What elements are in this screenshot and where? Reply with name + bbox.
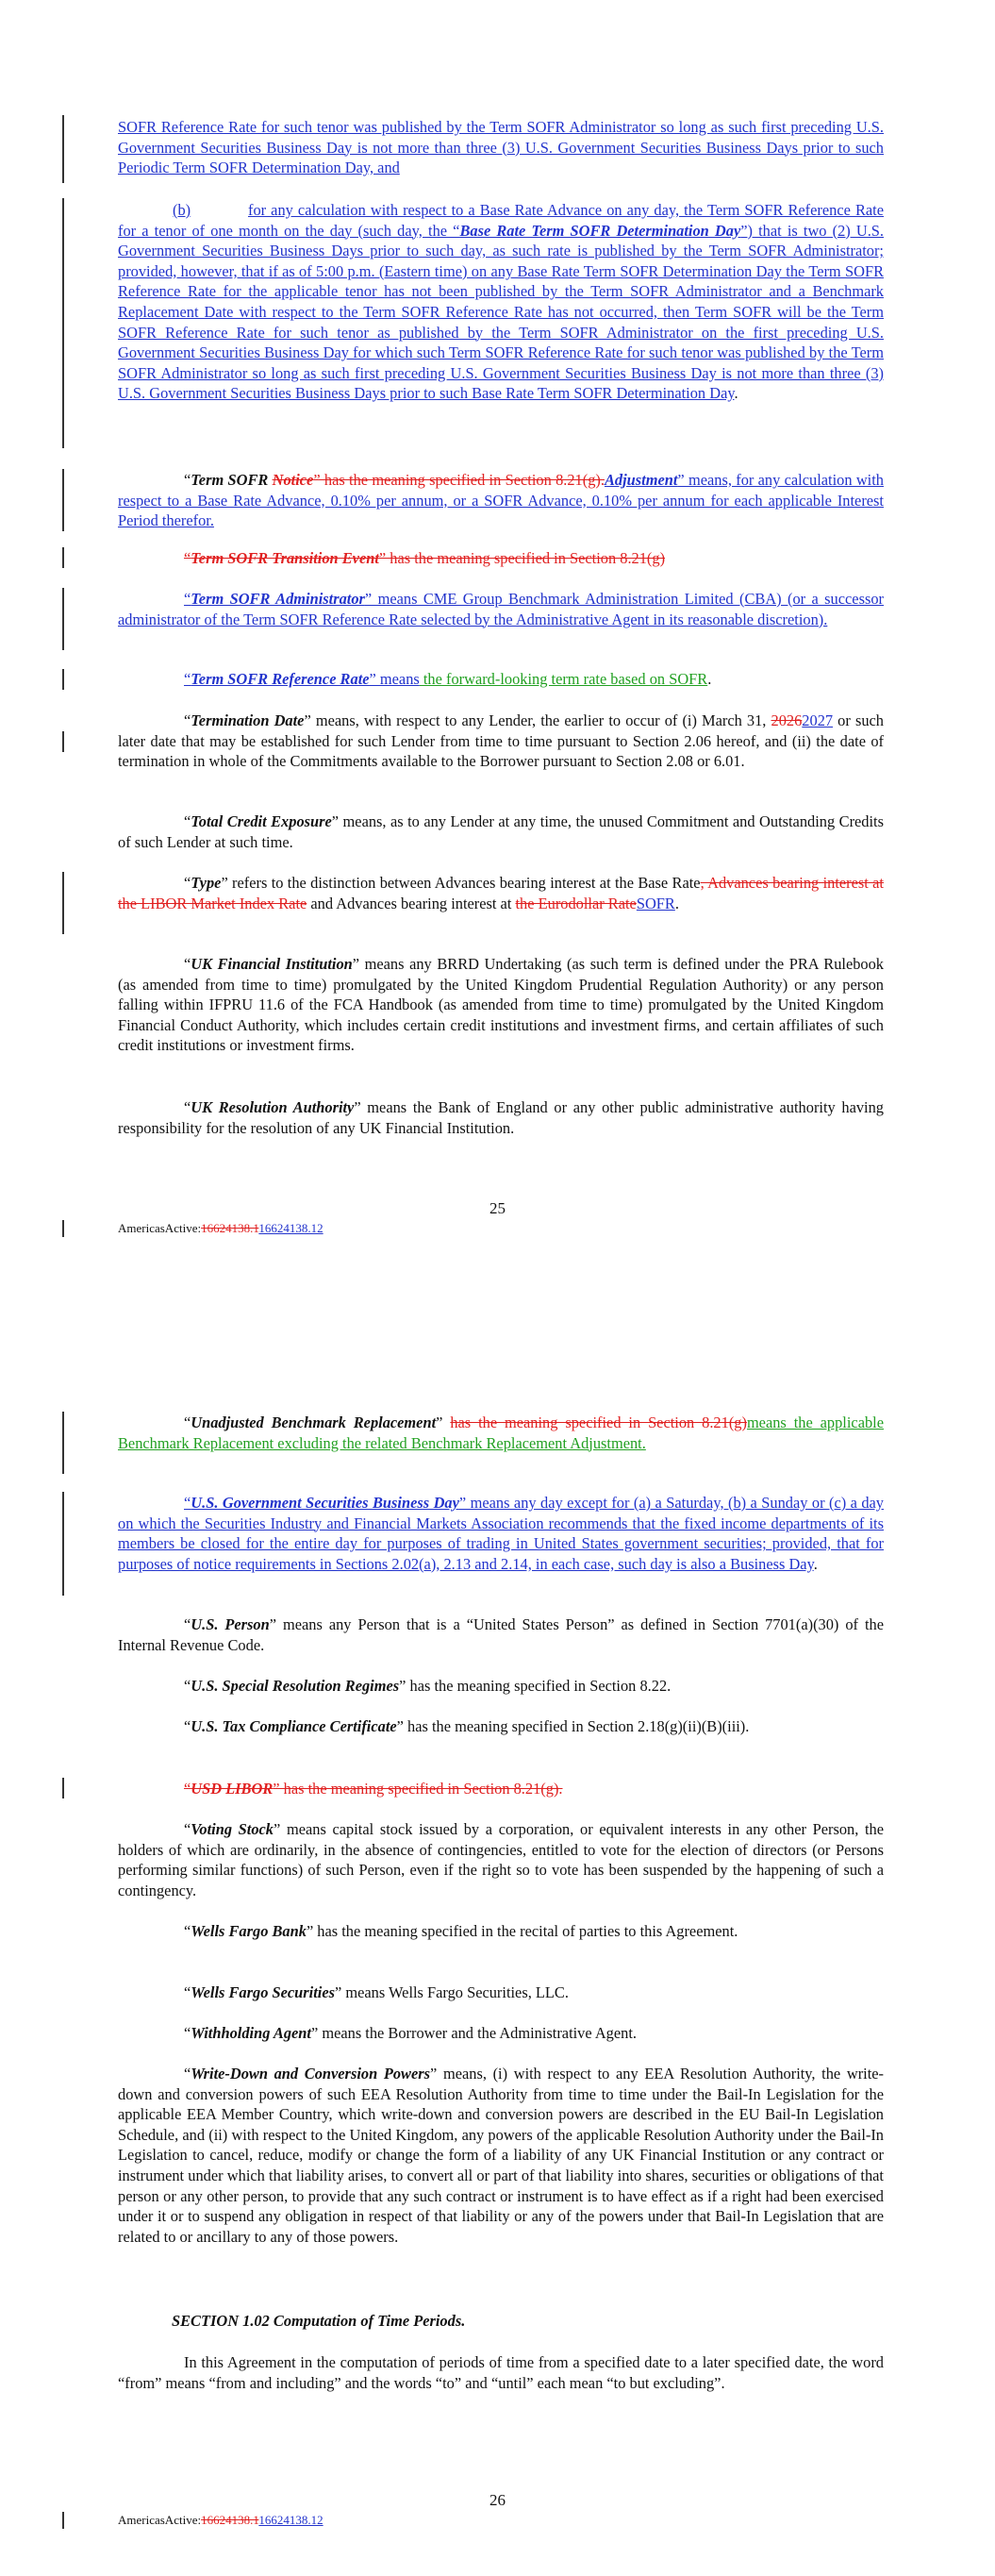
defined-term: Wells Fargo Bank [191,1922,307,1940]
definition-unadjusted-benchmark-replacement: “Unadjusted Benchmark Replacement” has the meaning specified in Section 8.21(g)means the applicable Benchmark Replacement excluding the related Benchmark Replacement Adjustment. [118,1413,884,1452]
change-bar [62,198,64,448]
defined-term: Voting Stock [191,1820,274,1838]
paragraph-b-base-rate: (b) for any calculation with respect to a Base Rate Advance on any day, the Term SOFR Reference Rate for a tenor of one month on the day (such day, the “Base Rate Term SOFR Determination Day”) that is two (2) U.S. Government Securities Business Days prior to such day, as such rate is published by the Term SOFR Administrator; provided, however, that if as of 5:00 p.m. (Eastern time) on any Base Rate Term SOFR Determination Day the Term SOFR Reference Rate for the applicable tenor has not been published by the Term SOFR Administrator and a Benchmark Replacement Date with respect to the Term SOFR Reference Rate has not occurred, then Term SOFR will be the Term SOFR Reference Rate for such tenor as published by the Term SOFR Administrator on the first preceding U.S. Government Securities Business Day for which such Term SOFR Reference Rate for such tenor was published by the Term SOFR Administrator so long as such first preceding U.S. Government Securities Business Day is not more than three (3) U.S. Government Securities Business Days prior to such Base Rate Term SOFR Determination Day. [118,201,885,403]
defined-term: UK Resolution Authority [191,1098,355,1116]
change-bar [62,2512,64,2529]
defined-term: Term SOFR Transition Event [191,549,379,567]
definition-usd-libor: “USD LIBOR” has the meaning specified in Section 8.21(g). [184,1780,563,1798]
change-bar [62,731,64,752]
defined-term: Total Credit Exposure [191,812,332,830]
definition-voting-stock: “Voting Stock” means capital stock issued by a corporation, or equivalent interests in any other Person, the holders of which are ordinarily, in the absence of contingencies, entitled to vote for the election of directors (or Persons performing similar functions) of such Person, even if the right so to vote has been suspended by the happening of such a contingency. [118,1820,884,1899]
paragraph-computation-of-time-periods: In this Agreement in the computation of periods of time from a specified date to a later specified date, the word “from” means “from and including” and the words “to” and “until” each mean “to but excluding”. [118,2353,884,2392]
defined-term: Termination Date [191,711,305,729]
definition-us-person: “U.S. Person” means any Person that is a “United States Person” as defined in Section 7701(a)(30) of the Internal Revenue Code. [118,1615,884,1654]
change-bar [62,588,64,650]
defined-term: U.S. Tax Compliance Certificate [191,1717,397,1735]
definition-us-government-securities-business-day: “U.S. Government Securities Business Day” means any day except for (a) a Saturday, (b) a Sunday or (c) a day on which the Securities Industry and Financial Markets Association recommends that the fixed income departments of its members be closed for the entire day for purposes of trading in United States government securities; provided, that for purposes of notice requirements in Sections 2.02(a), 2.13 and 2.14, in each case, such day is also a Business Day. [118,1494,885,1573]
change-bar [62,469,64,531]
defined-term: Write-Down and Conversion Powers [191,2065,431,2083]
defined-term: Withholding Agent [191,2024,311,2042]
change-bar [62,872,64,934]
definition-wells-fargo-securities: “Wells Fargo Securities” means Wells Fargo Securities, LLC. [184,1983,569,2001]
page-number: 25 [489,1199,506,1217]
definition-withholding-agent: “Withholding Agent” means the Borrower and the Administrative Agent. [184,2024,637,2042]
definition-term-sofr-adjustment: “Term SOFR Notice” has the meaning specified in Section 8.21(g).Adjustment” means, for any calculation with respect to a Base Rate Advance, 0.10% per annum, or a SOFR Advance, 0.10% per annum for each applicable Interest Period therefor. [118,471,884,530]
defined-term: Term SOFR Administrator [191,590,365,608]
defined-term: Type [191,874,222,892]
document-footer: AmericasActive:16624138.116624138.12 [118,1221,323,1235]
document-footer: AmericasActive:16624138.116624138.12 [118,2513,323,2527]
defined-term: Term SOFR [191,471,273,489]
definition-total-credit-exposure: “Total Credit Exposure” means, as to any Lender at any time, the unused Commitment and Outstanding Credits of such Lender at such time. [118,812,884,851]
definition-uk-resolution-authority: “UK Resolution Authority” means the Bank of England or any other public administrative authority having responsibility for the resolution of any UK Financial Institution. [118,1098,884,1137]
defined-term: U.S. Government Securities Business Day [191,1494,459,1512]
paragraph-sofr-continuation: SOFR Reference Rate for such tenor was published by the Term SOFR Administrator so long as such first preceding U.S. Government Securities Business Day is not more than three (3) U.S. Government Securities Business Days prior to such Periodic Term SOFR Determination Day, and [118,118,884,177]
section-heading: SECTION 1.02 Computation of Time Periods. [172,2312,466,2330]
definition-term-sofr-transition-event: “Term SOFR Transition Event” has the meaning specified in Section 8.21(g) [184,549,666,567]
defined-term: Unadjusted Benchmark Replacement [191,1413,437,1431]
definition-termination-date: “Termination Date” means, with respect to any Lender, the earlier to occur of (i) March 31, 20262027 or such later date that may be established for such Lender from time to time pursuant to Section 2.06 hereof, and (ii) the date of termination in whole of the Commitments available to the Borrower pursuant to Section 2.08 or 6.01. [118,711,884,771]
definition-us-special-resolution-regimes: “U.S. Special Resolution Regimes” has the meaning specified in Section 8.22. [184,1677,672,1695]
definition-term-sofr-reference-rate: “Term SOFR Reference Rate” means the forward-looking term rate based on SOFR. [184,670,712,688]
definition-write-down-and-conversion-powers: “Write-Down and Conversion Powers” means, (i) with respect to any EEA Resolution Authority, the write-down and conversion powers of such EEA Resolution Authority from time to time under the Bail-In Legislation for the applicable EEA Member Country, which write-down and conversion powers are described in the EU Bail-In Legislation Schedule, and (ii) with respect to the United Kingdom, any powers of the applicable Resolution Authority under the Bail-In Legislation to cancel, reduce, modify or change the form of a liability of any UK Financial Institution or any contract or instrument under which that liability arises, to convert all or part of that liability into shares, securities or obligations of that person or any other person, to provide that any such contract or instrument is to have effect as if a right had been exercised under it or to suspend any obligation in respect of that liability or any of the powers under that Bail-In Legislation that are related to or ancillary to any of those powers. [118,2065,885,2246]
change-bar [62,547,64,568]
defined-term: USD LIBOR [191,1780,274,1798]
page-number: 26 [489,2491,506,2509]
defined-term: Base Rate Term SOFR Determination Day [459,221,741,240]
change-bar [62,115,64,183]
definition-type: “Type” refers to the distinction between Advances bearing interest at the Base Rate, Advances bearing interest at the LIBOR Market Index Rate and Advances bearing interest at the Eurodollar RateSOFR. [118,874,884,912]
defined-term: Wells Fargo Securities [191,1983,335,2001]
definition-us-tax-compliance-certificate: “U.S. Tax Compliance Certificate” has the meaning specified in Section 2.18(g)(ii)(B)(iii). [184,1717,750,1735]
defined-term: Term SOFR Reference Rate [191,670,370,688]
defined-term: U.S. Person [191,1615,270,1633]
change-bar [62,669,64,690]
defined-term: UK Financial Institution [191,955,353,973]
change-bar [62,1492,64,1596]
defined-term: U.S. Special Resolution Regimes [191,1677,400,1695]
change-bar [62,1778,64,1798]
definition-uk-financial-institution: “UK Financial Institution” means any BRRD Undertaking (as such term is defined under the PRA Rulebook (as amended from time to time) promulgated by the United Kingdom Prudential Regulation Authority) or any person falling within IFPRU 11.6 of the FCA Handbook (as amended from time to time) promulgated by the United Kingdom Financial Conduct Authority, which includes certain credit institutions and investment firms, and certain affiliates of such credit institutions or investment firms. [118,955,885,1055]
change-bar [62,1220,64,1237]
change-bar [62,1412,64,1474]
clause-label: (b) [173,201,191,219]
definition-term-sofr-administrator: “Term SOFR Administrator” means CME Group Benchmark Administration Limited (CBA) (or a successor administrator of the Term SOFR Reference Rate selected by the Administrative Agent in its reasonable discretion). [118,590,884,628]
definition-wells-fargo-bank: “Wells Fargo Bank” has the meaning specified in the recital of parties to this Agreement. [184,1922,738,1940]
page-26 [0,1321,995,2576]
